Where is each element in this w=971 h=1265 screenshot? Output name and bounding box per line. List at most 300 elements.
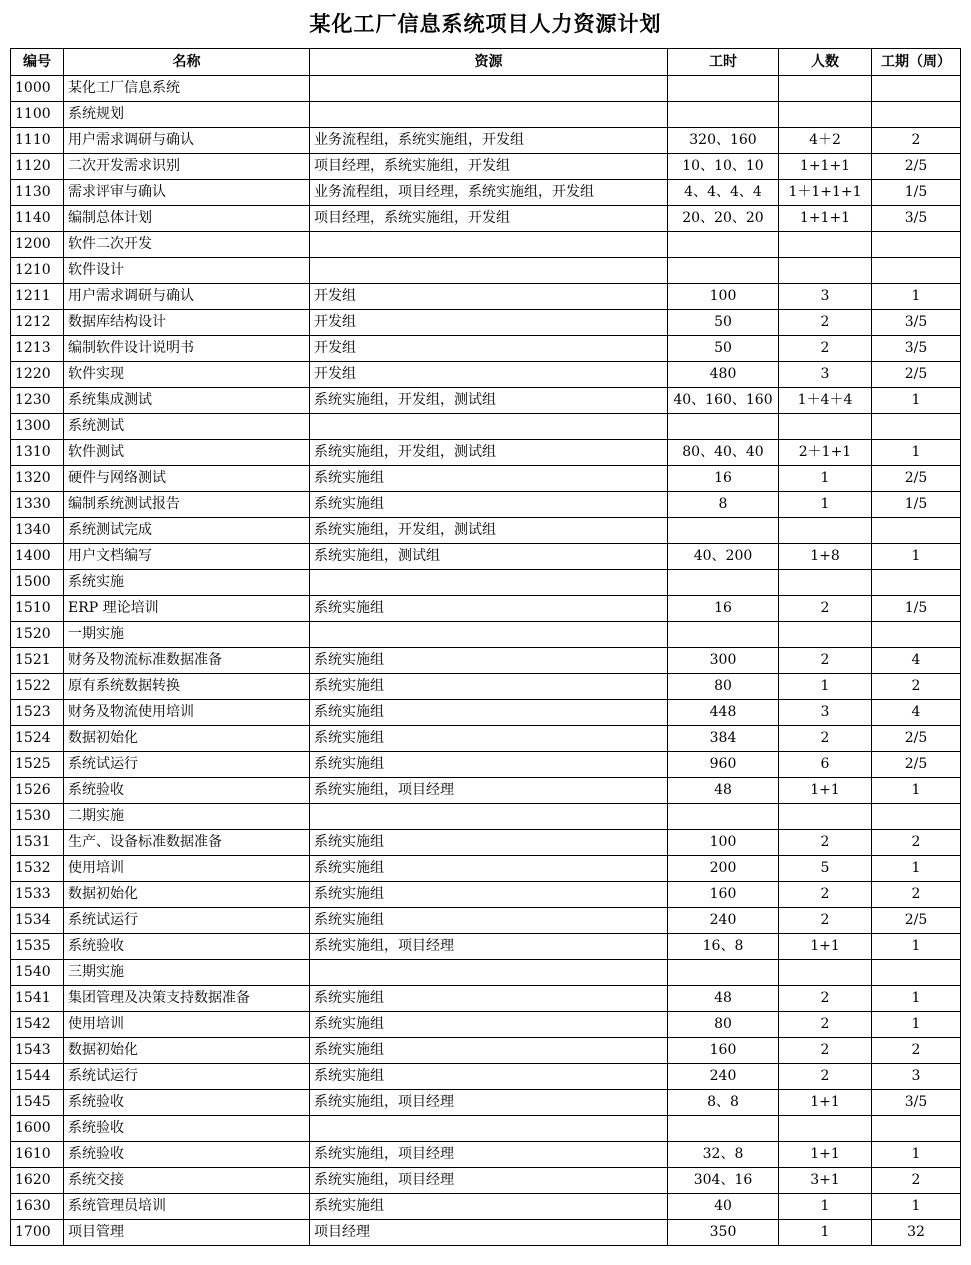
cell-people xyxy=(779,76,872,102)
cell-resource xyxy=(310,102,668,128)
cell-people: 2 xyxy=(779,726,872,752)
cell-people: 3 xyxy=(779,700,872,726)
cell-duration xyxy=(872,414,961,440)
cell-duration xyxy=(872,622,961,648)
cell-people xyxy=(779,570,872,596)
cell-id: 1523 xyxy=(11,700,64,726)
cell-resource: 系统实施组，测试组 xyxy=(310,544,668,570)
table-row xyxy=(11,726,961,752)
cell-hours: 40、200 xyxy=(668,544,779,570)
table-row xyxy=(11,414,961,440)
cell-hours: 480 xyxy=(668,362,779,388)
cell-name: 用户文档编写 xyxy=(64,544,310,570)
cell-id: 1540 xyxy=(11,960,64,986)
cell-people: 1+1 xyxy=(779,1090,872,1116)
cell-duration: 1/5 xyxy=(872,180,961,206)
cell-hours: 80、40、40 xyxy=(668,440,779,466)
cell-id: 1600 xyxy=(11,1116,64,1142)
cell-hours: 448 xyxy=(668,700,779,726)
table-row xyxy=(11,882,961,908)
cell-people xyxy=(779,102,872,128)
table-row xyxy=(11,336,961,362)
cell-resource: 系统实施组 xyxy=(310,596,668,622)
cell-hours xyxy=(668,414,779,440)
cell-id: 1140 xyxy=(11,206,64,232)
cell-name: 系统验收 xyxy=(64,778,310,804)
cell-hours xyxy=(668,258,779,284)
table-row xyxy=(11,934,961,960)
cell-resource: 系统实施组，项目经理 xyxy=(310,1168,668,1194)
cell-duration: 2 xyxy=(872,674,961,700)
cell-hours: 304、16 xyxy=(668,1168,779,1194)
table-row xyxy=(11,310,961,336)
cell-name: 系统交接 xyxy=(64,1168,310,1194)
cell-people: 1 xyxy=(779,1220,872,1246)
table-row xyxy=(11,1064,961,1090)
cell-hours: 4、4、4、4 xyxy=(668,180,779,206)
cell-duration: 4 xyxy=(872,648,961,674)
cell-duration: 2 xyxy=(872,1038,961,1064)
cell-name: 项目管理 xyxy=(64,1220,310,1246)
cell-id: 1310 xyxy=(11,440,64,466)
cell-id: 1522 xyxy=(11,674,64,700)
table-row xyxy=(11,908,961,934)
cell-id: 1340 xyxy=(11,518,64,544)
cell-resource xyxy=(310,570,668,596)
cell-duration: 2/5 xyxy=(872,726,961,752)
table-row xyxy=(11,856,961,882)
cell-people: 2 xyxy=(779,882,872,908)
cell-duration: 3/5 xyxy=(872,310,961,336)
cell-hours: 50 xyxy=(668,336,779,362)
table-body xyxy=(11,76,961,1246)
cell-people xyxy=(779,960,872,986)
cell-duration: 1 xyxy=(872,856,961,882)
table-row xyxy=(11,648,961,674)
cell-id: 1521 xyxy=(11,648,64,674)
cell-people: 1 xyxy=(779,492,872,518)
cell-people: 2 xyxy=(779,336,872,362)
cell-people: 1+1 xyxy=(779,934,872,960)
cell-resource: 系统实施组 xyxy=(310,726,668,752)
table-row xyxy=(11,1012,961,1038)
table-row xyxy=(11,622,961,648)
cell-hours xyxy=(668,622,779,648)
cell-id: 1700 xyxy=(11,1220,64,1246)
cell-duration xyxy=(872,960,961,986)
cell-people: 4＋2 xyxy=(779,128,872,154)
cell-resource: 系统实施组 xyxy=(310,492,668,518)
cell-hours: 200 xyxy=(668,856,779,882)
cell-duration: 2 xyxy=(872,128,961,154)
cell-resource: 开发组 xyxy=(310,310,668,336)
cell-people: 6 xyxy=(779,752,872,778)
cell-duration: 4 xyxy=(872,700,961,726)
cell-hours: 960 xyxy=(668,752,779,778)
cell-duration: 1 xyxy=(872,934,961,960)
cell-resource xyxy=(310,622,668,648)
cell-duration: 3 xyxy=(872,1064,961,1090)
cell-name: 编制总体计划 xyxy=(64,206,310,232)
table-row xyxy=(11,102,961,128)
cell-hours: 320、160 xyxy=(668,128,779,154)
cell-people xyxy=(779,804,872,830)
cell-name: 财务及物流标准数据准备 xyxy=(64,648,310,674)
cell-name: 系统集成测试 xyxy=(64,388,310,414)
cell-id: 1534 xyxy=(11,908,64,934)
header-people: 人数 xyxy=(779,49,872,76)
cell-id: 1533 xyxy=(11,882,64,908)
cell-hours xyxy=(668,804,779,830)
cell-id: 1320 xyxy=(11,466,64,492)
cell-id: 1544 xyxy=(11,1064,64,1090)
table-row xyxy=(11,752,961,778)
cell-hours xyxy=(668,76,779,102)
cell-duration: 3/5 xyxy=(872,1090,961,1116)
cell-resource: 系统实施组，开发组，测试组 xyxy=(310,440,668,466)
cell-resource xyxy=(310,1116,668,1142)
cell-hours: 16 xyxy=(668,596,779,622)
cell-id: 1330 xyxy=(11,492,64,518)
cell-people xyxy=(779,622,872,648)
cell-duration: 2 xyxy=(872,882,961,908)
cell-name: 系统试运行 xyxy=(64,908,310,934)
cell-hours: 240 xyxy=(668,1064,779,1090)
cell-id: 1524 xyxy=(11,726,64,752)
cell-resource: 系统实施组 xyxy=(310,908,668,934)
cell-resource: 系统实施组 xyxy=(310,1194,668,1220)
cell-hours xyxy=(668,232,779,258)
cell-id: 1530 xyxy=(11,804,64,830)
cell-id: 1220 xyxy=(11,362,64,388)
cell-duration: 2 xyxy=(872,830,961,856)
cell-name: 生产、设备标准数据准备 xyxy=(64,830,310,856)
cell-resource xyxy=(310,960,668,986)
table-row xyxy=(11,1038,961,1064)
cell-people: 1+1+1 xyxy=(779,206,872,232)
cell-hours: 40 xyxy=(668,1194,779,1220)
cell-id: 1210 xyxy=(11,258,64,284)
cell-duration: 2/5 xyxy=(872,362,961,388)
cell-name: 集团管理及决策支持数据准备 xyxy=(64,986,310,1012)
table-row xyxy=(11,1194,961,1220)
cell-name: 系统验收 xyxy=(64,934,310,960)
header-duration: 工期（周） xyxy=(872,49,961,76)
cell-hours xyxy=(668,102,779,128)
cell-name: ERP 理论培训 xyxy=(64,596,310,622)
cell-hours: 100 xyxy=(668,284,779,310)
cell-hours: 48 xyxy=(668,986,779,1012)
cell-duration: 1 xyxy=(872,1194,961,1220)
table-row xyxy=(11,1090,961,1116)
cell-id: 1531 xyxy=(11,830,64,856)
cell-people: 1+1+1 xyxy=(779,154,872,180)
table-row xyxy=(11,778,961,804)
cell-id: 1542 xyxy=(11,1012,64,1038)
cell-resource: 系统实施组 xyxy=(310,856,668,882)
cell-name: 系统测试 xyxy=(64,414,310,440)
cell-duration: 1/5 xyxy=(872,596,961,622)
cell-resource: 系统实施组 xyxy=(310,830,668,856)
cell-resource: 系统实施组，开发组，测试组 xyxy=(310,518,668,544)
table-row xyxy=(11,960,961,986)
cell-resource: 业务流程组，系统实施组，开发组 xyxy=(310,128,668,154)
cell-people: 2 xyxy=(779,310,872,336)
cell-id: 1545 xyxy=(11,1090,64,1116)
cell-resource: 项目经理，系统实施组，开发组 xyxy=(310,206,668,232)
cell-id: 1543 xyxy=(11,1038,64,1064)
cell-hours xyxy=(668,960,779,986)
cell-hours: 50 xyxy=(668,310,779,336)
cell-hours: 350 xyxy=(668,1220,779,1246)
cell-resource: 系统实施组，项目经理 xyxy=(310,934,668,960)
cell-name: 编制软件设计说明书 xyxy=(64,336,310,362)
cell-people: 1+1 xyxy=(779,778,872,804)
cell-duration: 1 xyxy=(872,440,961,466)
cell-name: 软件二次开发 xyxy=(64,232,310,258)
table-row xyxy=(11,284,961,310)
cell-duration: 3/5 xyxy=(872,336,961,362)
cell-id: 1520 xyxy=(11,622,64,648)
cell-hours: 384 xyxy=(668,726,779,752)
cell-hours: 8、8 xyxy=(668,1090,779,1116)
cell-people: 2 xyxy=(779,986,872,1012)
table-row xyxy=(11,466,961,492)
cell-people: 2 xyxy=(779,830,872,856)
cell-duration: 2/5 xyxy=(872,752,961,778)
cell-hours: 16 xyxy=(668,466,779,492)
table-row xyxy=(11,986,961,1012)
cell-name: 系统验收 xyxy=(64,1116,310,1142)
cell-duration xyxy=(872,76,961,102)
cell-resource xyxy=(310,232,668,258)
cell-people: 1 xyxy=(779,1194,872,1220)
cell-id: 1000 xyxy=(11,76,64,102)
cell-name: 三期实施 xyxy=(64,960,310,986)
table-row xyxy=(11,154,961,180)
cell-name: 系统管理员培训 xyxy=(64,1194,310,1220)
cell-duration: 1 xyxy=(872,544,961,570)
cell-hours: 160 xyxy=(668,1038,779,1064)
cell-resource: 系统实施组，项目经理 xyxy=(310,1142,668,1168)
cell-name: 数据初始化 xyxy=(64,726,310,752)
cell-resource: 开发组 xyxy=(310,284,668,310)
table-row xyxy=(11,570,961,596)
table-row xyxy=(11,596,961,622)
cell-duration xyxy=(872,102,961,128)
cell-people: 3+1 xyxy=(779,1168,872,1194)
table-row xyxy=(11,492,961,518)
cell-resource: 项目经理，系统实施组，开发组 xyxy=(310,154,668,180)
cell-people: 2 xyxy=(779,1012,872,1038)
cell-duration: 1 xyxy=(872,1142,961,1168)
cell-duration: 2 xyxy=(872,1168,961,1194)
cell-hours: 80 xyxy=(668,674,779,700)
cell-people xyxy=(779,518,872,544)
cell-resource: 系统实施组 xyxy=(310,752,668,778)
cell-hours: 40、160、160 xyxy=(668,388,779,414)
cell-name: 数据库结构设计 xyxy=(64,310,310,336)
cell-people: 1 xyxy=(779,466,872,492)
table-row xyxy=(11,804,961,830)
cell-people: 2 xyxy=(779,596,872,622)
cell-id: 1200 xyxy=(11,232,64,258)
table-row xyxy=(11,700,961,726)
cell-name: 二期实施 xyxy=(64,804,310,830)
cell-name: 系统实施 xyxy=(64,570,310,596)
cell-id: 1610 xyxy=(11,1142,64,1168)
table-row xyxy=(11,1220,961,1246)
cell-hours xyxy=(668,570,779,596)
table-row xyxy=(11,518,961,544)
cell-hours: 100 xyxy=(668,830,779,856)
table-row xyxy=(11,674,961,700)
cell-id: 1620 xyxy=(11,1168,64,1194)
cell-name: 系统规划 xyxy=(64,102,310,128)
page-title: 某化工厂信息系统项目人力资源计划 xyxy=(309,11,662,36)
header-id: 编号 xyxy=(11,49,64,76)
cell-id: 1525 xyxy=(11,752,64,778)
cell-duration xyxy=(872,258,961,284)
cell-duration: 1 xyxy=(872,284,961,310)
cell-name: 二次开发需求识别 xyxy=(64,154,310,180)
cell-name: 使用培训 xyxy=(64,1012,310,1038)
header-hours: 工时 xyxy=(668,49,779,76)
cell-hours: 48 xyxy=(668,778,779,804)
cell-name: 编制系统测试报告 xyxy=(64,492,310,518)
cell-hours: 300 xyxy=(668,648,779,674)
cell-hours xyxy=(668,518,779,544)
cell-resource: 开发组 xyxy=(310,362,668,388)
cell-people xyxy=(779,414,872,440)
cell-people: 2＋1+1 xyxy=(779,440,872,466)
cell-people xyxy=(779,232,872,258)
cell-id: 1630 xyxy=(11,1194,64,1220)
cell-name: 系统试运行 xyxy=(64,752,310,778)
cell-people: 1+1 xyxy=(779,1142,872,1168)
cell-duration xyxy=(872,1116,961,1142)
cell-id: 1130 xyxy=(11,180,64,206)
cell-id: 1500 xyxy=(11,570,64,596)
header-row xyxy=(11,49,961,76)
cell-name: 财务及物流使用培训 xyxy=(64,700,310,726)
cell-name: 系统验收 xyxy=(64,1142,310,1168)
cell-people xyxy=(779,258,872,284)
cell-hours: 16、8 xyxy=(668,934,779,960)
cell-people: 1＋1+1+1 xyxy=(779,180,872,206)
cell-duration xyxy=(872,804,961,830)
cell-people xyxy=(779,1116,872,1142)
cell-name: 软件设计 xyxy=(64,258,310,284)
cell-id: 1120 xyxy=(11,154,64,180)
cell-resource: 系统实施组，项目经理 xyxy=(310,1090,668,1116)
cell-id: 1211 xyxy=(11,284,64,310)
cell-hours: 8 xyxy=(668,492,779,518)
cell-id: 1535 xyxy=(11,934,64,960)
cell-resource xyxy=(310,258,668,284)
cell-people: 1+8 xyxy=(779,544,872,570)
cell-hours: 80 xyxy=(668,1012,779,1038)
cell-hours: 160 xyxy=(668,882,779,908)
table-row xyxy=(11,1142,961,1168)
cell-hours: 240 xyxy=(668,908,779,934)
cell-duration: 2/5 xyxy=(872,154,961,180)
cell-resource: 系统实施组 xyxy=(310,986,668,1012)
header-resource: 资源 xyxy=(310,49,668,76)
cell-resource: 系统实施组，项目经理 xyxy=(310,778,668,804)
cell-resource: 系统实施组 xyxy=(310,466,668,492)
resource-plan-table xyxy=(10,48,961,1246)
cell-resource: 系统实施组 xyxy=(310,882,668,908)
cell-id: 1100 xyxy=(11,102,64,128)
cell-resource: 系统实施组 xyxy=(310,648,668,674)
cell-hours: 32、8 xyxy=(668,1142,779,1168)
cell-duration xyxy=(872,570,961,596)
cell-resource xyxy=(310,414,668,440)
cell-id: 1300 xyxy=(11,414,64,440)
cell-duration xyxy=(872,518,961,544)
cell-name: 某化工厂信息系统 xyxy=(64,76,310,102)
cell-name: 数据初始化 xyxy=(64,1038,310,1064)
cell-id: 1400 xyxy=(11,544,64,570)
cell-name: 原有系统数据转换 xyxy=(64,674,310,700)
cell-resource: 系统实施组 xyxy=(310,1064,668,1090)
table-row xyxy=(11,180,961,206)
cell-people: 2 xyxy=(779,1064,872,1090)
table-row xyxy=(11,1116,961,1142)
cell-id: 1532 xyxy=(11,856,64,882)
cell-resource: 系统实施组 xyxy=(310,1012,668,1038)
cell-duration: 32 xyxy=(872,1220,961,1246)
cell-resource: 系统实施组 xyxy=(310,1038,668,1064)
header-name: 名称 xyxy=(64,49,310,76)
table-row xyxy=(11,128,961,154)
cell-id: 1526 xyxy=(11,778,64,804)
cell-id: 1213 xyxy=(11,336,64,362)
table-row xyxy=(11,1168,961,1194)
cell-id: 1541 xyxy=(11,986,64,1012)
table-row xyxy=(11,232,961,258)
cell-resource: 业务流程组，项目经理，系统实施组，开发组 xyxy=(310,180,668,206)
cell-resource: 系统实施组，开发组，测试组 xyxy=(310,388,668,414)
cell-id: 1110 xyxy=(11,128,64,154)
cell-duration: 2/5 xyxy=(872,466,961,492)
cell-name: 硬件与网络测试 xyxy=(64,466,310,492)
table-row xyxy=(11,440,961,466)
cell-hours xyxy=(668,1116,779,1142)
table-row xyxy=(11,362,961,388)
cell-people: 3 xyxy=(779,284,872,310)
cell-name: 软件实现 xyxy=(64,362,310,388)
table-row xyxy=(11,544,961,570)
cell-people: 2 xyxy=(779,1038,872,1064)
cell-resource: 系统实施组 xyxy=(310,700,668,726)
cell-name: 使用培训 xyxy=(64,856,310,882)
cell-people: 2 xyxy=(779,648,872,674)
table-row xyxy=(11,258,961,284)
cell-id: 1230 xyxy=(11,388,64,414)
cell-duration: 3/5 xyxy=(872,206,961,232)
cell-people: 1 xyxy=(779,674,872,700)
cell-name: 用户需求调研与确认 xyxy=(64,128,310,154)
cell-name: 系统验收 xyxy=(64,1090,310,1116)
cell-people: 3 xyxy=(779,362,872,388)
table-row xyxy=(11,206,961,232)
cell-duration: 2/5 xyxy=(872,908,961,934)
cell-name: 用户需求调研与确认 xyxy=(64,284,310,310)
cell-name: 需求评审与确认 xyxy=(64,180,310,206)
cell-people: 2 xyxy=(779,908,872,934)
